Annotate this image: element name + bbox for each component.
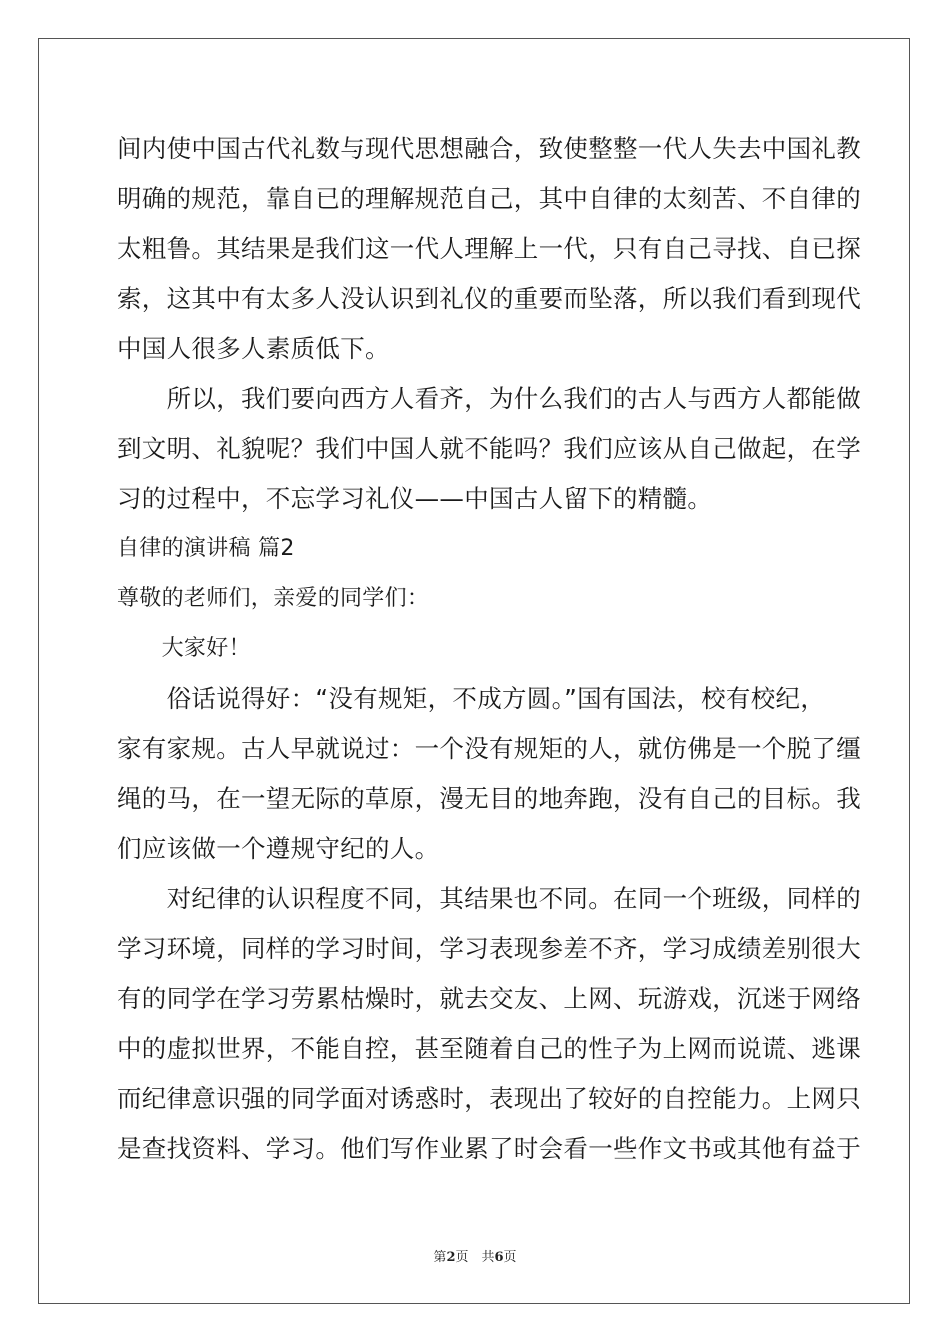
text-line: 学习环境，同样的学习时间，学习表现参差不齐，学习成绩差别很大 [117, 934, 861, 963]
text-line: 习的过程中，不忘学习礼仪——中国古人留下的精髓。 [117, 484, 713, 513]
footer-mid: 页 共 [455, 1250, 495, 1265]
text-line: 所以，我们要向西方人看齐，为什么我们的古人与西方人都能做 [117, 384, 861, 413]
text-line: 俗话说得好：“没有规矩，不成方圆。”国有国法，校有校纪， [117, 684, 826, 713]
text-line: 中国人很多人素质低下。 [117, 334, 390, 363]
text-line: 而纪律意识强的同学面对诱惑时，表现出了较好的自控能力。上网只 [117, 1084, 861, 1113]
text-line: 到文明、礼貌呢？我们中国人就不能吗？我们应该从自己做起，在学 [117, 434, 861, 463]
text-line: 们应该做一个遵规守纪的人。 [117, 834, 440, 863]
footer-prefix: 第 [433, 1250, 447, 1265]
text-line: 间内使中国古代礼数与现代思想融合，致使整整一代人失去中国礼教 [117, 134, 861, 163]
text-line: 中的虚拟世界，不能自控，甚至随着自己的性子为上网而说谎、逃课 [117, 1034, 861, 1063]
text-line: 太粗鲁。其结果是我们这一代人理解上一代，只有自己寻找、自已探 [117, 234, 861, 263]
footer-suffix: 页 [503, 1250, 517, 1265]
greeting: 大家好！ [117, 636, 251, 661]
page-footer [0, 1246, 950, 1265]
text-line: 对纪律的认识程度不同，其结果也不同。在同一个班级，同样的 [117, 884, 861, 913]
total-pages-number: 6 [494, 1250, 504, 1265]
text-line: 索，这其中有太多人没认识到礼仪的重要而坠落，所以我们看到现代 [117, 284, 861, 313]
text-line: 家有家规。古人早就说过：一个没有规矩的人，就仿佛是一个脱了缰 [117, 734, 861, 763]
section-heading: 自律的演讲稿 篇2 [117, 536, 295, 561]
text-line: 有的同学在学习劳累枯燥时，就去交友、上网、玩游戏，沉迷于网络 [117, 984, 861, 1013]
text-line: 明确的规范，靠自已的理解规范自己，其中自律的太刻苦、不自律的 [117, 184, 861, 213]
text-line: 绳的马，在一望无际的草原，漫无目的地奔跑，没有自己的目标。我 [117, 784, 861, 813]
salutation: 尊敬的老师们，亲爱的同学们： [117, 586, 430, 611]
current-page-number: 2 [446, 1250, 456, 1265]
text-line: 是查找资料、学习。他们写作业累了时会看一些作文书或其他有益于 [117, 1134, 861, 1163]
